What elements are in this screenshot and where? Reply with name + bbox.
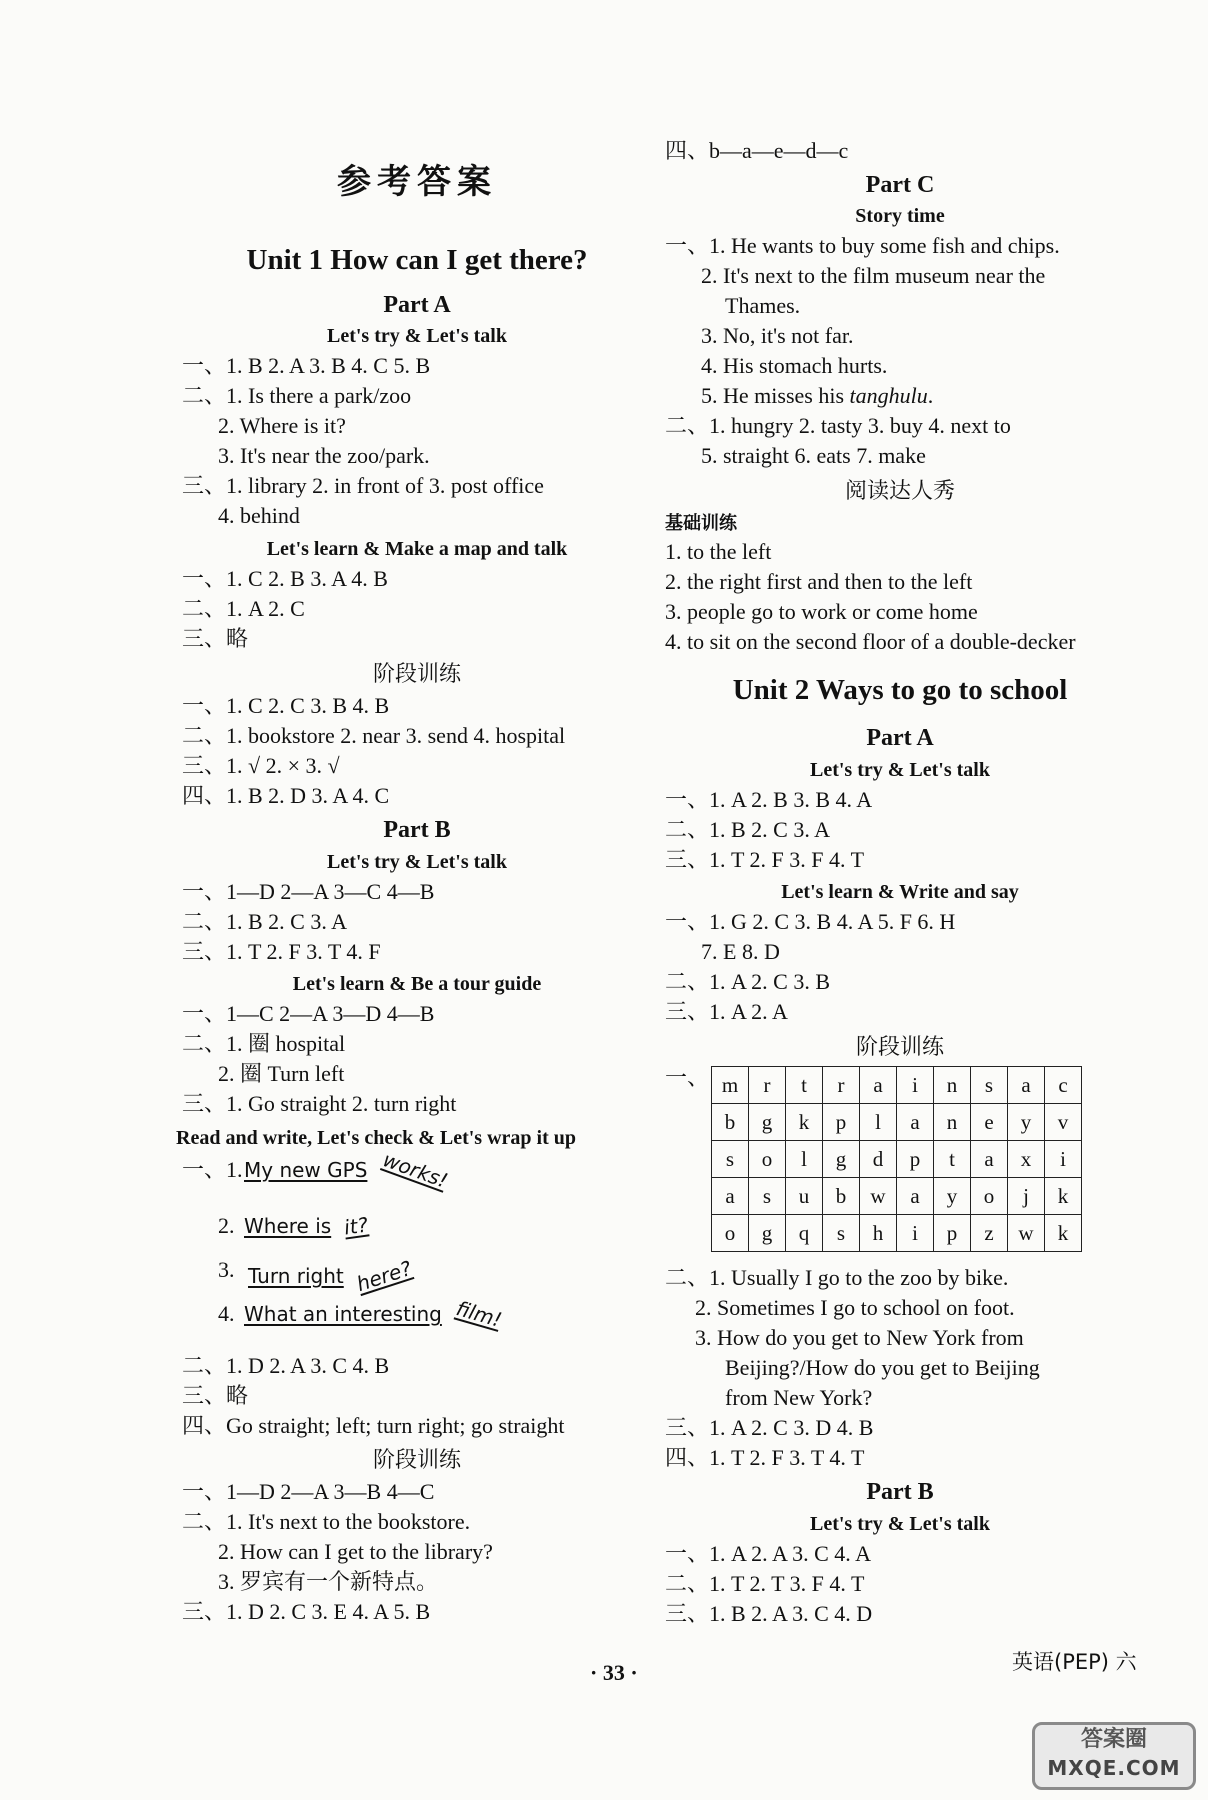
part-b-heading: Part B: [383, 817, 451, 843]
answer-line: [701, 382, 933, 410]
grid-cell: i: [897, 1067, 934, 1104]
unit1-title: Unit 1 How can I get there?: [246, 244, 588, 276]
handwritten-text: Turn right: [248, 1264, 344, 1288]
grid-cell: k: [1045, 1178, 1082, 1215]
watermark-logo: [1032, 1722, 1196, 1790]
part-b-heading: Part B: [866, 1479, 934, 1505]
answer-line: 一、1—C 2—A 3—D 4—B: [182, 1001, 435, 1026]
grid-cell: a: [971, 1141, 1008, 1178]
answer-line: 一、1. B 2. A 3. B 4. C 5. B: [182, 353, 431, 378]
answer-line: from New York?: [725, 1385, 873, 1410]
grid-cell: l: [860, 1104, 897, 1141]
grid-cell: v: [1045, 1104, 1082, 1141]
grid-cell: t: [934, 1141, 971, 1178]
grid-cell: p: [934, 1215, 971, 1252]
handwritten-answer: [244, 1296, 505, 1332]
grid-cell: e: [971, 1104, 1008, 1141]
answer-line: 2. the right first and then to the left: [665, 569, 973, 594]
grid-cell: t: [786, 1067, 823, 1104]
grid-cell: h: [860, 1215, 897, 1252]
grid-cell: l: [786, 1141, 823, 1178]
answer-line: 二、1. B 2. C 3. A: [182, 909, 348, 934]
grid-cell: g: [823, 1141, 860, 1178]
grid-cell: o: [749, 1141, 786, 1178]
section-heading: Let's try & Let's talk: [810, 759, 990, 781]
grid-row: [712, 1178, 1082, 1215]
grid-cell: a: [897, 1178, 934, 1215]
answer-line: 三、略: [182, 626, 249, 651]
answer-number: 3.: [218, 1257, 235, 1282]
answer-line: 2. It's next to the film museum near the: [701, 263, 1046, 288]
page-title: 参考答案: [337, 162, 497, 202]
handwritten-text: My new GPS: [244, 1158, 368, 1182]
basic-training-heading: 基础训练: [665, 513, 737, 534]
answer-line: 3. No, it's not far.: [701, 323, 854, 348]
grid-cell: y: [1008, 1104, 1045, 1141]
answer-line: 二、1. Is there a park/zoo: [182, 383, 412, 408]
section-heading: Let's learn & Be a tour guide: [292, 973, 542, 995]
handwritten-answer: [248, 1255, 415, 1297]
grid-cell: b: [823, 1178, 860, 1215]
answer-line: 二、1. It's next to the bookstore.: [182, 1509, 471, 1534]
part-c-heading: Part C: [865, 172, 935, 198]
grid-cell: n: [934, 1104, 971, 1141]
answer-line: 4. behind: [218, 503, 300, 528]
grid-cell: s: [712, 1141, 749, 1178]
grid-cell: s: [823, 1215, 860, 1252]
answer-line: 一、1. He wants to buy some fish and chips.: [665, 233, 1060, 258]
answer-line: 四、Go straight; left; turn right; go straight: [182, 1413, 565, 1438]
grid-cell: q: [786, 1215, 823, 1252]
answer-line: Thames.: [725, 293, 801, 318]
section-heading: Let's learn & Make a map and talk: [266, 538, 568, 560]
grid-cell: a: [712, 1178, 749, 1215]
grid-row: [712, 1104, 1082, 1141]
stage-training-heading: 阶段训练: [372, 1448, 461, 1473]
grid-label: 一、: [665, 1065, 710, 1090]
grid-cell: p: [823, 1104, 860, 1141]
grid-cell: i: [1045, 1141, 1082, 1178]
grid-row: [712, 1215, 1082, 1252]
answer-line: 四、1. B 2. D 3. A 4. C: [182, 783, 390, 808]
answer-number: 一、1.: [182, 1157, 243, 1182]
handwritten-text: film!: [453, 1296, 505, 1332]
answer-line: 5. straight 6. eats 7. make: [701, 443, 926, 468]
grid-cell: s: [749, 1178, 786, 1215]
grid-row: [712, 1067, 1082, 1104]
grid-cell: b: [712, 1104, 749, 1141]
section-heading: Story time: [855, 205, 945, 227]
answer-line: 二、1. A 2. C 3. B: [665, 969, 831, 994]
grid-cell: a: [897, 1104, 934, 1141]
answer-line: 四、b—a—e—d—c: [665, 138, 849, 163]
answer-line: 2. 圈 Turn left: [218, 1061, 345, 1086]
answer-line: 3. It's near the zoo/park.: [218, 443, 430, 468]
answer-line: 三、1. T 2. F 3. T 4. F: [182, 939, 381, 964]
grid-cell: j: [1008, 1178, 1045, 1215]
answer-line: 三、略: [182, 1383, 249, 1408]
word-search-grid: [711, 1066, 1082, 1252]
answer-line: 一、1. G 2. C 3. B 4. A 5. F 6. H: [665, 909, 956, 934]
grid-cell: p: [897, 1141, 934, 1178]
watermark-url: MXQE.COM: [1047, 1756, 1181, 1780]
reading-heading: 阅读达人秀: [844, 479, 955, 504]
page-number: · 33 ·: [590, 1660, 638, 1685]
subject-label: 英语(PEP) 六: [1012, 1650, 1137, 1674]
answer-line: 4. His stomach hurts.: [701, 353, 888, 378]
watermark-text: 答案圈: [1080, 1727, 1147, 1752]
answer-line: 3. 罗宾有一个新特点。: [218, 1569, 439, 1594]
grid-cell: w: [1008, 1215, 1045, 1252]
answer-line: 三、1. T 2. F 3. F 4. T: [665, 847, 865, 872]
answer-line: 三、1. A 2. A: [665, 999, 788, 1024]
answer-line: 二、1. 圈 hospital: [182, 1031, 346, 1056]
answer-line: 3. people go to work or come home: [665, 599, 978, 624]
grid-cell: k: [786, 1104, 823, 1141]
grid-cell: o: [712, 1215, 749, 1252]
answer-line: 3. How do you get to New York from: [695, 1325, 1024, 1350]
grid-cell: g: [749, 1104, 786, 1141]
answer-line: 三、1. B 2. A 3. C 4. D: [665, 1601, 873, 1626]
handwritten-text: Where is: [244, 1214, 332, 1238]
answer-line: 四、1. T 2. F 3. T 4. T: [665, 1445, 865, 1470]
grid-cell: a: [1008, 1067, 1045, 1104]
answer-line: 二、1. bookstore 2. near 3. send 4. hospital: [182, 723, 566, 748]
answer-line: 二、1. T 2. T 3. F 4. T: [665, 1571, 865, 1596]
answer-number: 4.: [218, 1301, 235, 1326]
answer-line: 1. to the left: [665, 539, 772, 564]
answer-line: 三、1. A 2. C 3. D 4. B: [665, 1415, 874, 1440]
answer-text: tanghulu: [849, 383, 928, 408]
grid-row: [712, 1141, 1082, 1178]
answer-line: 2. Where is it?: [218, 413, 346, 438]
answer-line: 三、1. Go straight 2. turn right: [182, 1091, 457, 1116]
part-a-heading: Part A: [383, 292, 451, 318]
answer-line: 一、1. C 2. B 3. A 4. B: [182, 566, 388, 591]
grid-cell: k: [1045, 1215, 1082, 1252]
section-heading: Read and write, Let's check & Let's wrap it up: [176, 1127, 576, 1149]
grid-cell: r: [823, 1067, 860, 1104]
answer-line: 一、1—D 2—A 3—C 4—B: [182, 879, 435, 904]
answer-line: 二、1. B 2. C 3. A: [665, 817, 831, 842]
answer-line: 二、1. Usually I go to the zoo by bike.: [665, 1265, 1009, 1290]
answer-line: 一、1. A 2. A 3. C 4. A: [665, 1541, 871, 1566]
grid-cell: r: [749, 1067, 786, 1104]
section-heading: Let's learn & Write and say: [781, 881, 1019, 903]
grid-cell: s: [971, 1067, 1008, 1104]
answer-number: 2.: [218, 1213, 235, 1238]
grid-cell: y: [934, 1178, 971, 1215]
handwritten-answer: [244, 1147, 451, 1193]
answer-line: 三、1. library 2. in front of 3. post office: [182, 473, 544, 498]
answer-line: 一、1. C 2. C 3. B 4. B: [182, 693, 390, 718]
answer-text: .: [927, 383, 934, 408]
grid-cell: a: [860, 1067, 897, 1104]
stage-training-heading: 阶段训练: [372, 662, 461, 687]
answer-line: 三、1. D 2. C 3. E 4. A 5. B: [182, 1599, 431, 1624]
stage-training-heading: 阶段训练: [855, 1035, 944, 1060]
handwritten-text: works!: [379, 1147, 451, 1193]
answer-line: 7. E 8. D: [701, 939, 780, 964]
answer-line: 2. Sometimes I go to school on foot.: [695, 1295, 1015, 1320]
grid-cell: z: [971, 1215, 1008, 1252]
answer-line: 4. to sit on the second floor of a double-decker: [665, 629, 1076, 654]
unit2-title: Unit 2 Ways to go to school: [732, 674, 1068, 706]
answer-line: 二、1. D 2. A 3. C 4. B: [182, 1353, 390, 1378]
section-heading: Let's try & Let's talk: [327, 851, 507, 873]
grid-cell: o: [971, 1178, 1008, 1215]
grid-cell: i: [897, 1215, 934, 1252]
handwritten-answer: [244, 1214, 368, 1238]
section-heading: Let's try & Let's talk: [810, 1513, 990, 1535]
grid-cell: c: [1045, 1067, 1082, 1104]
answer-line: 一、1. A 2. B 3. B 4. A: [665, 787, 873, 812]
section-heading: Let's try & Let's talk: [327, 325, 507, 347]
grid-cell: u: [786, 1178, 823, 1215]
grid-cell: g: [749, 1215, 786, 1252]
handwritten-text: What an interesting: [244, 1302, 442, 1326]
answer-line: Beijing?/How do you get to Beijing: [725, 1355, 1040, 1380]
answer-text: 5. He misses his: [701, 383, 850, 408]
answer-line: 三、1. √ 2. × 3. √: [182, 753, 340, 778]
grid-cell: w: [860, 1178, 897, 1215]
grid-cell: n: [934, 1067, 971, 1104]
answer-line: 二、1. hungry 2. tasty 3. buy 4. next to: [665, 413, 1011, 438]
part-a-heading: Part A: [866, 725, 934, 751]
grid-cell: d: [860, 1141, 897, 1178]
handwritten-text: here?: [353, 1255, 415, 1297]
grid-cell: x: [1008, 1141, 1045, 1178]
answer-line: 一、1—D 2—A 3—B 4—C: [182, 1479, 435, 1504]
handwritten-text: it?: [341, 1212, 370, 1240]
answer-line: 2. How can I get to the library?: [218, 1539, 493, 1564]
answer-line: 二、1. A 2. C: [182, 596, 305, 621]
grid-cell: m: [712, 1067, 749, 1104]
